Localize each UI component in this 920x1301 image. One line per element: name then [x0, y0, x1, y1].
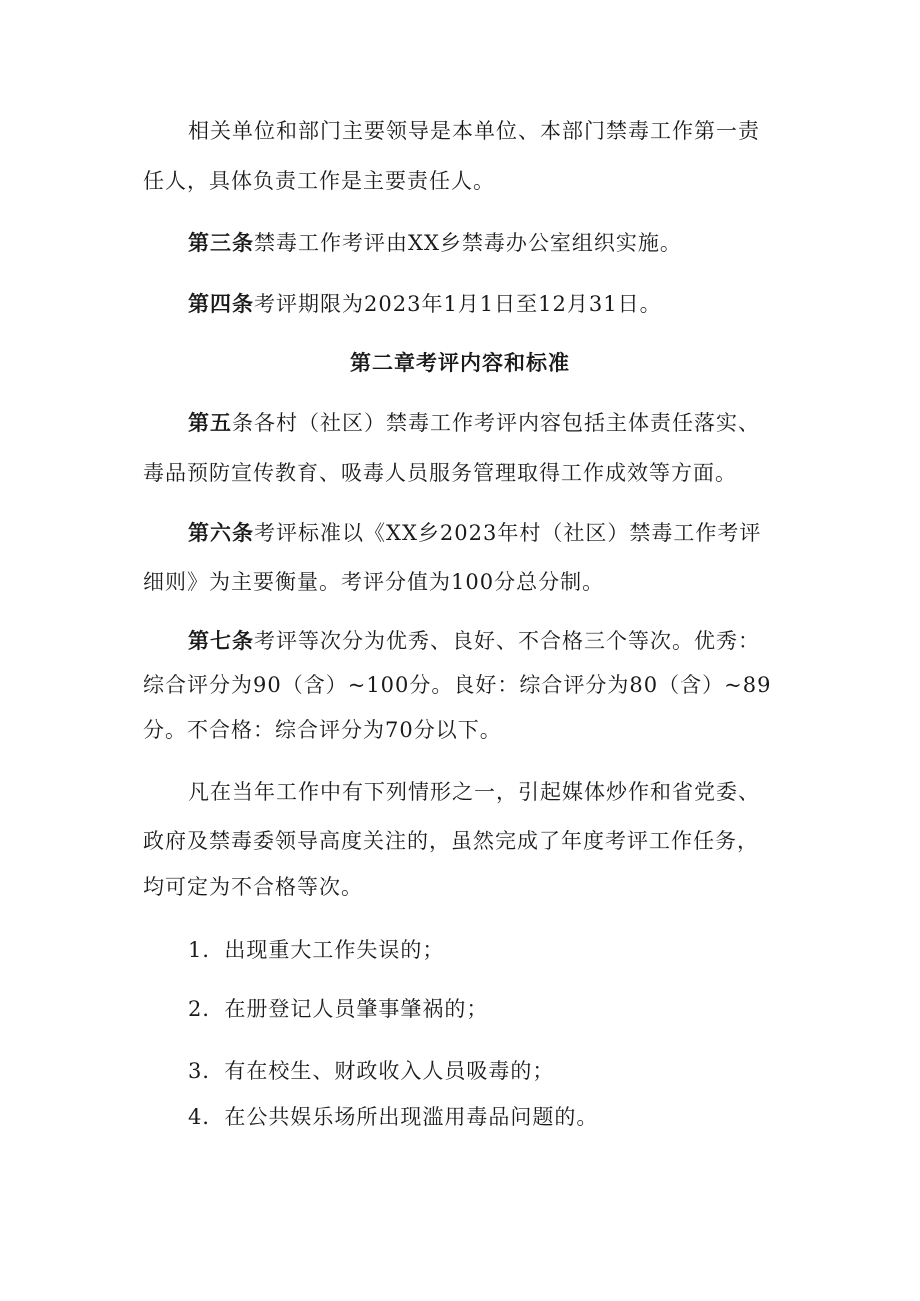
article-6-label: 第六条 — [188, 521, 254, 545]
article-4-text: 考评期限为2023年1月1日至12月31日。 — [254, 292, 662, 316]
list-item-1: 1．出现重大工作失误的； — [188, 938, 445, 962]
article-7-label: 第七条 — [188, 629, 254, 653]
list-item-2: 2．在册登记人员肇事肇祸的； — [188, 997, 489, 1021]
article-4-label: 第四条 — [188, 292, 254, 316]
paragraph-disqualify-line1: 凡在当年工作中有下列情形之一，引起媒体炒作和省党委、 — [188, 780, 760, 804]
list-item-4: 4．在公共娱乐场所出现滥用毒品问题的。 — [188, 1105, 599, 1129]
chapter-2-title: 第二章考评内容和标准 — [350, 351, 570, 375]
article-5-line1 — [188, 409, 838, 437]
article-5-label: 第五 — [188, 411, 232, 435]
article-6-line1 — [188, 519, 838, 547]
article-7-line1 — [188, 627, 838, 655]
article-7-line2: 综合评分为90（含）~100分。良好：综合评分为80（含）~89 — [143, 673, 772, 697]
paragraph-disqualify-line3: 均可定为不合格等次。 — [143, 875, 363, 899]
paragraph-responsibility-line1: 相关单位和部门主要领导是本单位、本部门禁毒工作第一责 — [188, 119, 760, 143]
paragraph-responsibility-line2: 任人，具体负责工作是主要责任人。 — [143, 169, 495, 193]
article-4 — [188, 290, 838, 318]
list-item-3: 3．有在校生、财政收入人员吸毒的； — [188, 1059, 555, 1083]
article-7-line3: 分。不合格：综合评分为70分以下。 — [143, 718, 502, 742]
article-7-text-line1: 考评等次分为优秀、良好、不合格三个等次。优秀： — [254, 629, 760, 653]
article-3 — [188, 229, 838, 257]
article-3-text: 禁毒工作考评由XX乡禁毒办公室组织实施。 — [254, 231, 682, 255]
article-5-line2: 毒品预防宣传教育、吸毒人员服务管理取得工作成效等方面。 — [143, 461, 737, 485]
article-6-line2: 细则》为主要衡量。考评分值为100分总分制。 — [143, 570, 605, 594]
article-6-text-line1: 考评标准以《XX乡2023年村（社区）禁毒工作考评 — [254, 521, 762, 545]
paragraph-disqualify-line2: 政府及禁毒委领导高度关注的，虽然完成了年度考评工作任务， — [143, 829, 759, 853]
article-3-label: 第三条 — [188, 231, 254, 255]
article-5-text-line1: 条各村（社区）禁毒工作考评内容包括主体责任落实、 — [232, 411, 760, 435]
